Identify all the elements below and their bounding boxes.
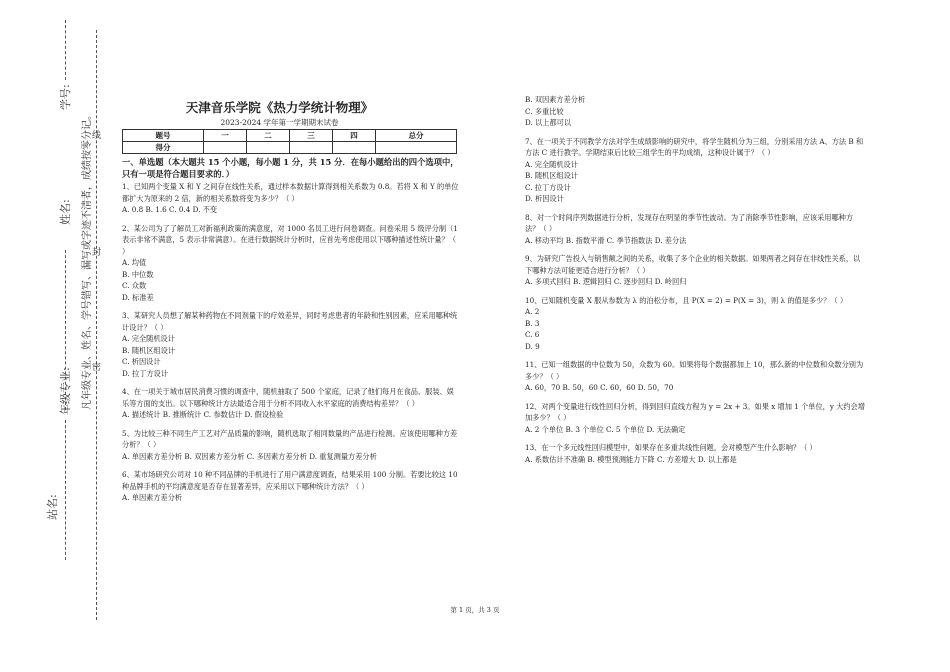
question-block <box>122 181 460 216</box>
answer-option: A. 0.8 B. 1.6 C. 0.4 D. 不变 <box>122 205 218 214</box>
question-block <box>122 469 460 504</box>
question-gap <box>525 394 865 401</box>
question-block <box>525 295 865 353</box>
question-stem: 7、在一项关于不同教学方法对学生成绩影响的研究中，将学生随机分为三组，分别采用方法 A、方法 B 和方法 C 进行教学。学期结束后比较三组学生的平均成绩，这种设计属于？（ ） <box>525 136 864 157</box>
answer-option: C. 多重比较 <box>525 106 564 116</box>
answer-option: C. 拉丁方设计 <box>525 182 571 192</box>
question-gap <box>525 246 865 253</box>
answer-option: A. 完全随机设计 <box>525 159 578 169</box>
question-block <box>525 253 865 288</box>
answer-option: B. 中位数 <box>122 269 154 279</box>
score-header-cell: 一 <box>203 130 246 142</box>
score-cell[interactable] <box>289 142 332 154</box>
answer-option: D. 析因设计 <box>525 194 564 203</box>
left-question-list <box>122 181 460 504</box>
question-block <box>122 310 460 379</box>
left-column <box>122 156 460 504</box>
right-question-list <box>525 94 865 465</box>
answer-option: A. 2 <box>525 307 540 316</box>
answer-option: B. 双因素方差分析 <box>525 95 586 104</box>
score-cell[interactable] <box>332 142 375 154</box>
answer-option: C. 众数 <box>122 281 147 290</box>
major-label: 年级专业: <box>59 367 72 415</box>
answer-option: A. 单因素方差分析 B. 双因素方差分析 C. 多因素方差分析 D. 重复测量方差分析 <box>122 451 377 461</box>
answer-option: C. 6 <box>525 330 540 339</box>
seal-char-mi: 密 <box>92 363 102 373</box>
name-label: 姓名: <box>59 199 72 225</box>
question-stem: 11、已知一组数据的中位数为 50，众数为 60。如果将每个数据都加上 10，那么新的中位数和众数分别为多少？（ ） <box>525 360 864 381</box>
question-block <box>122 223 460 304</box>
answer-option: D. 拉丁方设计 <box>122 368 169 378</box>
answer-option: A. 多项式回归 B. 逻辑回归 C. 逐步回归 D. 岭回归 <box>525 277 687 286</box>
section-heading: 一、单选题（本大题共 15 个小题，每小题 1 分，共 15 分．在每小题给出的四个选项中，只有一项是符合题目要求的．） <box>122 157 459 179</box>
answer-option: A. 60，70 B. 50，60 C. 60，60 D. 50，70 <box>525 383 674 392</box>
question-stem: 13、在一个多元线性回归模型中，如果存在多重共线性问题，会对模型产生什么影响？（ ） <box>525 443 817 452</box>
score-header-cell: 三 <box>289 130 332 142</box>
score-cell[interactable] <box>203 142 246 154</box>
question-block <box>525 442 865 465</box>
answer-option: B. 随机区组设计 <box>122 345 175 355</box>
answer-option: A. 完全随机设计 <box>122 334 175 343</box>
notice-text: 凡年级专业、姓名、学号错写、漏写或字迹不清者，成绩按零分记。 <box>82 110 93 410</box>
question-gap <box>525 352 865 359</box>
score-row-label: 得分 <box>123 142 204 154</box>
name-line <box>65 250 66 410</box>
answer-option: D. 以上都可以 <box>525 118 572 127</box>
score-value-row <box>123 142 457 154</box>
question-block <box>525 401 865 436</box>
seal-line <box>96 30 97 620</box>
question-block <box>525 94 865 129</box>
question-stem: 4、在一项关于城市居民消费习惯的调查中，随机抽取了 500 个家庭，记录了他们每月在食品、服装、娱乐等方面的支出。以下哪种统计方法最适合用于分析不同收入水平家庭的消费结构差异？（ ） <box>122 387 454 408</box>
question-block <box>122 386 460 421</box>
question-gap <box>122 462 460 469</box>
answer-option: B. 3 <box>525 318 540 328</box>
binding-margin <box>0 0 112 672</box>
question-block <box>122 428 460 463</box>
answer-option: D. 9 <box>525 341 540 351</box>
answer-option: C. 析因设计 <box>122 357 161 366</box>
id-line <box>65 20 66 80</box>
question-stem: 5、为比较三种不同生产工艺对产品质量的影响，随机选取了相同数量的产品进行检测。应该使用哪种方差分析？（ ） <box>122 428 458 449</box>
answer-option: A. 2 个单位 B. 3 个单位 C. 5 个单位 D. 无法确定 <box>525 424 686 434</box>
question-stem: 9、为研究广告投入与销售额之间的关系，收集了多个企业的相关数据。如果两者之间存在非线性关系，以下哪种方法可能更适合进行分析？（ ） <box>525 254 861 275</box>
score-header-row <box>123 130 457 142</box>
station-label: 站名: <box>46 494 59 520</box>
question-gap <box>525 435 865 442</box>
question-gap <box>525 129 865 136</box>
answer-option: A. 均值 <box>122 258 147 267</box>
score-cell[interactable] <box>375 142 456 154</box>
question-block <box>525 212 865 247</box>
question-stem: 10、已知随机变量 X 服从参数为 λ 的泊松分布，且 P(X = 2) = P(X = 3)，则 λ 的值是多少？（ ） <box>525 295 848 305</box>
id-label: 学号: <box>59 84 72 110</box>
question-stem: 1、已知两个变量 X 和 Y 之间存在线性关系，通过样本数据计算得到相关系数为 0.8。若将 X 和 Y 的单位都扩大为原来的 2 倍，新的相关系数将变为多少？（ ） <box>122 182 459 203</box>
score-header-cell: 四 <box>332 130 375 142</box>
answer-option: A. 移动平均 B. 指数平滑 C. 季节指数法 D. 差分法 <box>525 235 687 245</box>
question-stem: 12、对两个变量进行线性回归分析，得到回归直线方程为 y = 2x + 3。如果 x 增加 1 个单位，y 大约会增加多少？（ ） <box>525 401 865 422</box>
question-gap <box>525 205 865 212</box>
answer-option: A. 系数估计不准确 B. 模型预测能力下降 C. 方差增大 D. 以上都是 <box>525 454 737 464</box>
seal-char-feng: 封 <box>92 248 102 258</box>
question-stem: 3、某研究人员想了解某种药物在不同剂量下的疗效差异，同时考虑患者的年龄和性别因素，应采用哪种统计设计？（ ） <box>122 311 458 332</box>
major-line <box>65 420 66 560</box>
question-stem: 8、对一个时间序列数据进行分析，发现存在明显的季节性波动。为了消除季节性影响，应该采用哪种方法？（ ） <box>525 212 854 233</box>
page-footer: 第 1 页，共 3 页 <box>450 606 500 614</box>
score-table <box>122 129 457 154</box>
answer-option: B. 随机区组设计 <box>525 171 578 180</box>
seal-char-xian: 线 <box>92 131 102 141</box>
answer-option: D. 标准差 <box>122 292 154 302</box>
answer-option: A. 单因素方差分析 <box>122 493 183 502</box>
question-gap <box>122 303 460 310</box>
question-gap <box>122 216 460 223</box>
question-block <box>525 136 865 205</box>
question-gap <box>122 421 460 428</box>
exam-subtitle: 2023-2024 学年第一学期期末试卷 <box>220 118 339 127</box>
score-cell[interactable] <box>246 142 289 154</box>
right-column <box>525 94 865 465</box>
question-stem: 6、某市场研究公司对 10 种不同品牌的手机进行了用户满意度调查，结果采用 100 分制。若要比较这 10 种品牌手机的平均满意度是否存在显著差异，应采用以下哪种统计方法？（ ） <box>122 470 458 491</box>
question-block <box>525 359 865 394</box>
answer-option: A. 描述统计 B. 推断统计 C. 参数估计 D. 假设检验 <box>122 410 284 419</box>
question-gap <box>525 288 865 295</box>
exam-title: 天津音乐学院《热力学统计物理》 <box>185 100 374 115</box>
score-header-cell: 总分 <box>375 130 456 142</box>
question-gap <box>122 379 460 386</box>
score-header-cell: 题号 <box>123 130 204 142</box>
score-header-cell: 二 <box>246 130 289 142</box>
question-stem: 2、某公司为了了解员工对新福利政策的满意度，对 1000 名员工进行问卷调查。问卷采用 5 级评分制（1 表示非常不满意，5 表示非常满意）。在进行数据统计分析时，应首先考虑使用以下哪种描述性统计量？（ ） <box>122 223 458 256</box>
